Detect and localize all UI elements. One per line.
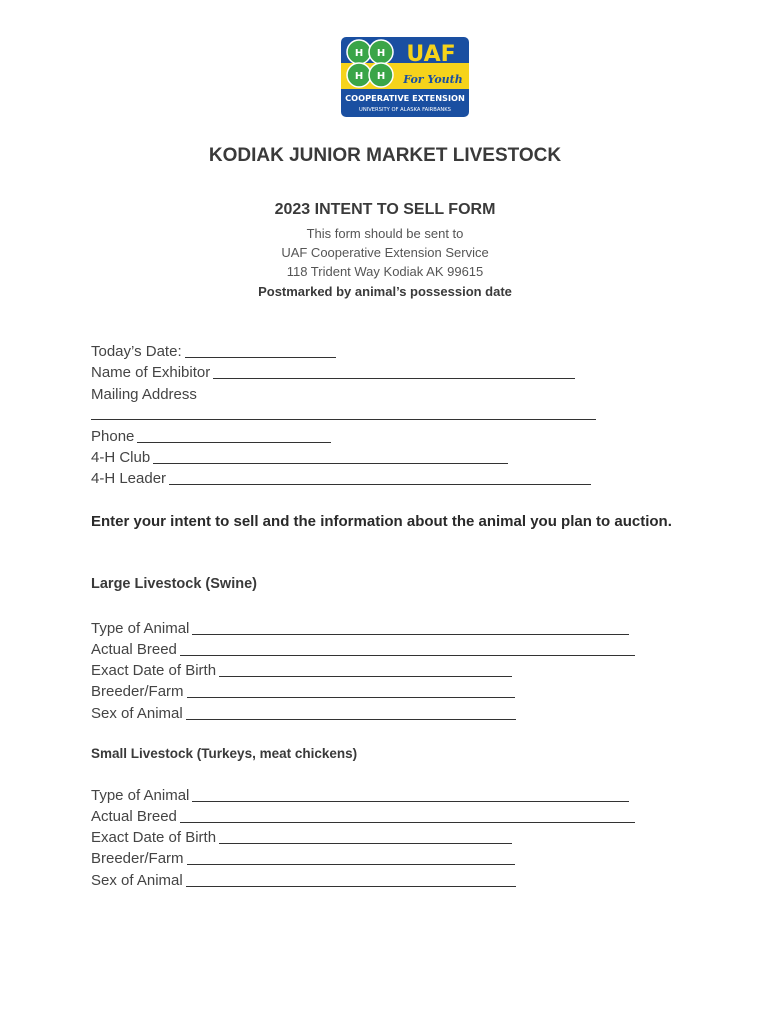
address-line: 118 Trident Way Kodiak AK 99615 bbox=[286, 264, 484, 279]
mailing-address-label: Mailing Address bbox=[91, 386, 197, 403]
todays-date-line[interactable] bbox=[185, 357, 336, 358]
logo-uaf-text: UAF bbox=[406, 42, 456, 67]
large-sex-field bbox=[91, 703, 516, 723]
clover-h-4: H bbox=[376, 71, 386, 82]
large-dob-line[interactable] bbox=[219, 676, 512, 677]
large-breed-field bbox=[91, 639, 635, 659]
small-dob-label: Exact Date of Birth bbox=[91, 829, 217, 846]
leader-field bbox=[91, 468, 591, 488]
large-livestock-heading: Large Livestock (Swine) bbox=[91, 576, 257, 592]
intent-instruction: Enter your intent to sell and the information about the animal you plan to auction. bbox=[91, 513, 672, 530]
form-subtitle: 2023 INTENT TO SELL FORM bbox=[274, 201, 496, 218]
logo-coop-extension: COOPERATIVE EXTENSION bbox=[345, 93, 465, 103]
large-type-field bbox=[91, 618, 629, 638]
large-breeder-label: Breeder/Farm bbox=[91, 683, 184, 700]
exhibitor-name-field bbox=[91, 362, 575, 382]
large-dob-field bbox=[91, 660, 512, 680]
small-breeder-label: Breeder/Farm bbox=[91, 850, 184, 867]
small-breed-field bbox=[91, 806, 635, 826]
address-line: This form should be sent to bbox=[306, 226, 464, 241]
large-breeder-field bbox=[91, 681, 515, 701]
mailing-address-line[interactable] bbox=[91, 419, 596, 420]
form-title: KODIAK JUNIOR MARKET LIVESTOCK bbox=[208, 145, 562, 166]
todays-date-field bbox=[91, 341, 336, 361]
todays-date-label: Today’s Date: bbox=[91, 343, 182, 360]
club-field bbox=[91, 447, 508, 467]
uaf-4h-logo bbox=[341, 37, 469, 117]
exhibitor-name-label: Name of Exhibitor bbox=[91, 364, 211, 381]
phone-field bbox=[91, 426, 331, 446]
club-line[interactable] bbox=[153, 463, 508, 464]
small-breed-label: Actual Breed bbox=[91, 808, 177, 825]
small-livestock-heading: Small Livestock (Turkeys, meat chickens) bbox=[91, 746, 358, 761]
small-breed-line[interactable] bbox=[180, 822, 635, 823]
phone-label: Phone bbox=[91, 428, 135, 445]
small-sex-field bbox=[91, 870, 516, 890]
clover-h-3: H bbox=[354, 71, 364, 82]
large-sex-label: Sex of Animal bbox=[91, 705, 183, 722]
small-type-line[interactable] bbox=[192, 801, 629, 802]
small-breeder-line[interactable] bbox=[187, 864, 515, 865]
small-dob-field bbox=[91, 827, 512, 847]
small-dob-line[interactable] bbox=[219, 843, 512, 844]
small-sex-label: Sex of Animal bbox=[91, 872, 183, 889]
clover-h-1: H bbox=[354, 48, 364, 59]
mailing-address-field bbox=[91, 384, 197, 404]
small-type-field bbox=[91, 785, 629, 805]
large-type-label: Type of Animal bbox=[91, 620, 190, 637]
leader-label: 4-H Leader bbox=[91, 470, 167, 487]
leader-line[interactable] bbox=[169, 484, 591, 485]
large-breed-line[interactable] bbox=[180, 655, 635, 656]
exhibitor-name-line[interactable] bbox=[213, 378, 575, 379]
logo-university: UNIVERSITY OF ALASKA FAIRBANKS bbox=[359, 107, 451, 113]
small-sex-line[interactable] bbox=[186, 886, 516, 887]
large-type-line[interactable] bbox=[192, 634, 629, 635]
clover-h-2: H bbox=[376, 48, 386, 59]
logo-tagline: For Youth bbox=[403, 73, 463, 86]
small-breeder-field bbox=[91, 848, 515, 868]
large-breeder-line[interactable] bbox=[187, 697, 515, 698]
small-type-label: Type of Animal bbox=[91, 787, 190, 804]
large-sex-line[interactable] bbox=[186, 719, 516, 720]
club-label: 4-H Club bbox=[91, 449, 151, 466]
large-breed-label: Actual Breed bbox=[91, 641, 177, 658]
large-dob-label: Exact Date of Birth bbox=[91, 662, 217, 679]
phone-line[interactable] bbox=[137, 442, 331, 443]
address-line: UAF Cooperative Extension Service bbox=[281, 245, 489, 260]
postmark-note: Postmarked by animal’s possession date bbox=[258, 284, 512, 299]
